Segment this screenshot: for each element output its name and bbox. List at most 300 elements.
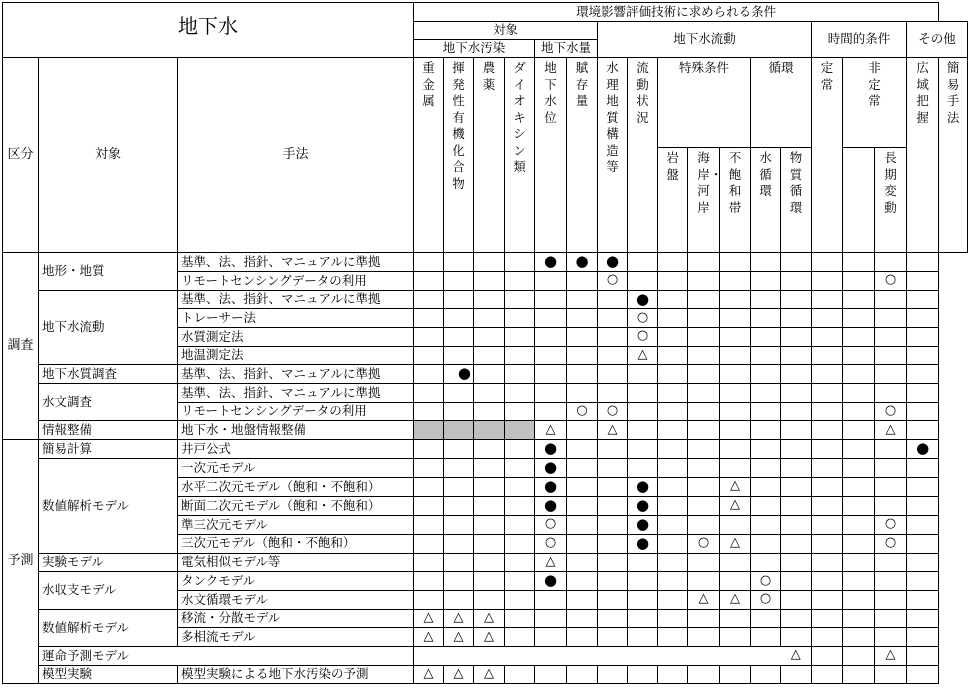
mark-cell bbox=[875, 609, 907, 628]
mark-cell bbox=[907, 553, 939, 572]
table-row bbox=[3, 553, 968, 572]
mark-cell bbox=[688, 591, 720, 610]
mark-cell bbox=[598, 309, 628, 328]
method-cell: トレーサー法 bbox=[178, 309, 414, 328]
mark-cell bbox=[628, 609, 658, 628]
mark-cell bbox=[567, 458, 598, 477]
mark-cell bbox=[414, 421, 444, 440]
mark-cell bbox=[628, 328, 658, 347]
mark-cell bbox=[535, 309, 567, 328]
col-long-term: 長期変動 bbox=[875, 148, 907, 253]
group-label: 水文調査 bbox=[39, 384, 178, 421]
filled-circle-mark: ● bbox=[916, 438, 930, 457]
mark-cell bbox=[444, 646, 474, 665]
mark-cell bbox=[567, 665, 598, 684]
triangle-mark: △ bbox=[453, 665, 464, 681]
mark-cell bbox=[781, 384, 812, 403]
mark-cell bbox=[414, 458, 444, 477]
triangle-mark: △ bbox=[885, 647, 896, 663]
mark-cell bbox=[535, 271, 567, 290]
triangle-mark: △ bbox=[790, 647, 801, 663]
mark-cell bbox=[567, 309, 598, 328]
mark-cell bbox=[505, 496, 535, 515]
mark-cell bbox=[907, 402, 939, 421]
mark-cell bbox=[567, 365, 598, 384]
mark-cell bbox=[598, 365, 628, 384]
mark-cell bbox=[474, 665, 505, 684]
mark-cell bbox=[535, 328, 567, 347]
mark-cell bbox=[658, 609, 688, 628]
mark-cell bbox=[781, 439, 812, 458]
filled-circle-mark: ● bbox=[543, 495, 558, 514]
mark-cell bbox=[812, 309, 843, 328]
mark-cell bbox=[688, 253, 720, 272]
table-title: 地下水 bbox=[3, 3, 414, 58]
filled-circle-mark: ● bbox=[635, 289, 650, 308]
mark-cell bbox=[658, 646, 688, 665]
mark-cell bbox=[658, 271, 688, 290]
mark-cell bbox=[843, 309, 875, 328]
mark-cell bbox=[444, 515, 474, 534]
col-pesticide: 農薬 bbox=[474, 58, 505, 253]
mark-cell bbox=[843, 591, 875, 610]
mark-cell bbox=[598, 421, 628, 440]
table-row bbox=[3, 665, 968, 684]
mark-cell bbox=[414, 591, 444, 610]
table-row bbox=[3, 646, 968, 665]
mark-cell bbox=[751, 253, 781, 272]
mark-cell bbox=[658, 458, 688, 477]
filled-circle-mark: ● bbox=[543, 457, 558, 476]
mark-cell bbox=[812, 477, 843, 496]
mark-cell bbox=[414, 646, 444, 665]
group-label: 地下水質調査 bbox=[39, 365, 178, 384]
mark-cell bbox=[474, 402, 505, 421]
mark-cell bbox=[628, 421, 658, 440]
mark-cell bbox=[414, 290, 444, 309]
mark-cell bbox=[444, 346, 474, 365]
group-label: 運命予測モデル bbox=[39, 646, 414, 665]
mark-cell bbox=[751, 477, 781, 496]
mark-cell bbox=[598, 439, 628, 458]
col-circulation: 循環 bbox=[751, 58, 812, 148]
mark-cell bbox=[474, 328, 505, 347]
section-predict: 予測 bbox=[3, 439, 39, 683]
mark-cell bbox=[907, 646, 939, 665]
open-circle-mark: ○ bbox=[884, 403, 897, 419]
method-cell: 地温測定法 bbox=[178, 346, 414, 365]
mark-cell bbox=[812, 553, 843, 572]
mark-cell bbox=[505, 328, 535, 347]
header-other: その他 bbox=[907, 22, 968, 58]
mark-cell bbox=[414, 628, 444, 647]
triangle-mark: △ bbox=[423, 665, 434, 681]
mark-cell bbox=[628, 384, 658, 403]
mark-cell bbox=[843, 458, 875, 477]
mark-cell bbox=[812, 384, 843, 403]
mark-cell bbox=[843, 253, 875, 272]
mark-cell bbox=[843, 328, 875, 347]
mark-cell bbox=[444, 665, 474, 684]
mark-cell bbox=[628, 309, 658, 328]
mark-cell bbox=[567, 439, 598, 458]
open-circle-mark: ○ bbox=[606, 403, 619, 419]
open-circle-mark: ○ bbox=[759, 591, 772, 607]
mark-cell bbox=[535, 646, 567, 665]
mark-cell bbox=[907, 534, 939, 553]
method-cell: タンクモデル bbox=[178, 572, 414, 591]
mark-cell bbox=[535, 591, 567, 610]
mark-cell bbox=[875, 553, 907, 572]
mark-cell bbox=[751, 572, 781, 591]
mark-cell bbox=[535, 609, 567, 628]
mark-cell bbox=[535, 346, 567, 365]
mark-cell bbox=[598, 346, 628, 365]
mark-cell bbox=[781, 515, 812, 534]
mark-cell bbox=[567, 628, 598, 647]
col-water-level: 地下水位 bbox=[535, 58, 567, 253]
header-top: 環境影響評価技術に求められる条件 bbox=[414, 3, 939, 22]
method-cell: 一次元モデル bbox=[178, 458, 414, 477]
mark-cell bbox=[875, 290, 907, 309]
mark-cell bbox=[875, 534, 907, 553]
mark-cell bbox=[658, 439, 688, 458]
mark-cell bbox=[567, 290, 598, 309]
mark-cell bbox=[720, 402, 751, 421]
mark-cell bbox=[875, 346, 907, 365]
triangle-mark: △ bbox=[730, 591, 741, 607]
mark-cell bbox=[843, 515, 875, 534]
mark-cell bbox=[907, 477, 939, 496]
mark-cell bbox=[843, 384, 875, 403]
mark-cell bbox=[444, 628, 474, 647]
mark-cell bbox=[875, 384, 907, 403]
mark-cell bbox=[414, 665, 444, 684]
mark-cell bbox=[598, 496, 628, 515]
mark-cell bbox=[720, 572, 751, 591]
mark-cell bbox=[720, 458, 751, 477]
mark-cell bbox=[658, 515, 688, 534]
open-circle-mark: ○ bbox=[636, 309, 649, 325]
mark-cell bbox=[598, 402, 628, 421]
triangle-mark: △ bbox=[453, 628, 464, 644]
mark-cell bbox=[444, 271, 474, 290]
mark-cell bbox=[474, 309, 505, 328]
mark-cell bbox=[535, 553, 567, 572]
mark-cell bbox=[688, 496, 720, 515]
col-bedrock: 岩盤 bbox=[658, 148, 688, 253]
mark-cell bbox=[535, 515, 567, 534]
mark-cell bbox=[598, 384, 628, 403]
mark-cell bbox=[567, 646, 598, 665]
mark-cell bbox=[751, 553, 781, 572]
mark-cell bbox=[720, 439, 751, 458]
mark-cell bbox=[658, 572, 688, 591]
mark-cell bbox=[688, 328, 720, 347]
mark-cell bbox=[598, 572, 628, 591]
mark-cell bbox=[505, 665, 535, 684]
mark-cell bbox=[535, 496, 567, 515]
mark-cell bbox=[628, 496, 658, 515]
mark-cell bbox=[567, 402, 598, 421]
mark-cell bbox=[843, 271, 875, 290]
mark-cell bbox=[474, 646, 505, 665]
mark-cell bbox=[781, 477, 812, 496]
method-cell: 基準、法、指針、マニュアルに準拠 bbox=[178, 290, 414, 309]
mark-cell bbox=[781, 346, 812, 365]
mark-cell bbox=[688, 553, 720, 572]
mark-cell bbox=[598, 477, 628, 496]
mark-cell bbox=[414, 572, 444, 591]
mark-cell bbox=[535, 458, 567, 477]
triangle-mark: △ bbox=[484, 628, 495, 644]
mark-cell bbox=[658, 384, 688, 403]
mark-cell bbox=[812, 290, 843, 309]
mark-cell bbox=[688, 365, 720, 384]
col-water-cycle: 水循環 bbox=[751, 148, 781, 253]
mark-cell bbox=[628, 439, 658, 458]
mark-cell bbox=[688, 665, 720, 684]
open-circle-mark: ○ bbox=[636, 328, 649, 344]
mark-cell bbox=[688, 534, 720, 553]
mark-cell bbox=[414, 553, 444, 572]
mark-cell bbox=[474, 496, 505, 515]
mark-cell bbox=[907, 665, 939, 684]
col-dioxin: ダイオキシン類 bbox=[505, 58, 535, 253]
mark-cell bbox=[875, 309, 907, 328]
filled-circle-mark: ● bbox=[543, 476, 558, 495]
mark-cell bbox=[720, 628, 751, 647]
mark-cell bbox=[567, 271, 598, 290]
filled-circle-mark: ● bbox=[635, 495, 650, 514]
mark-cell bbox=[567, 253, 598, 272]
mark-cell bbox=[907, 271, 939, 290]
mark-cell bbox=[812, 591, 843, 610]
mark-cell bbox=[781, 290, 812, 309]
mark-cell bbox=[907, 328, 939, 347]
mark-cell bbox=[598, 591, 628, 610]
mark-cell bbox=[751, 609, 781, 628]
mark-cell bbox=[505, 365, 535, 384]
mark-cell bbox=[688, 384, 720, 403]
table-row bbox=[3, 365, 968, 384]
col-reserve: 賦存量 bbox=[567, 58, 598, 253]
mark-cell bbox=[907, 572, 939, 591]
mark-cell bbox=[843, 346, 875, 365]
mark-cell bbox=[875, 646, 907, 665]
mark-cell bbox=[658, 402, 688, 421]
mark-cell bbox=[474, 290, 505, 309]
mark-cell bbox=[567, 328, 598, 347]
mark-cell bbox=[720, 477, 751, 496]
mark-cell bbox=[720, 290, 751, 309]
header-quantity: 地下水量 bbox=[535, 40, 598, 58]
mark-cell bbox=[720, 515, 751, 534]
header-taisho: 対象 bbox=[414, 22, 598, 40]
mark-cell bbox=[720, 421, 751, 440]
mark-cell bbox=[444, 309, 474, 328]
mark-cell bbox=[598, 665, 628, 684]
triangle-mark: △ bbox=[484, 610, 495, 626]
mark-cell bbox=[812, 572, 843, 591]
mark-cell bbox=[907, 384, 939, 403]
mark-cell bbox=[444, 290, 474, 309]
mark-cell bbox=[414, 439, 444, 458]
mark-cell bbox=[907, 421, 939, 440]
mark-cell bbox=[598, 534, 628, 553]
mark-cell bbox=[720, 496, 751, 515]
mark-cell bbox=[505, 309, 535, 328]
mark-cell bbox=[444, 534, 474, 553]
mark-cell bbox=[505, 553, 535, 572]
mark-cell bbox=[907, 458, 939, 477]
mark-cell bbox=[812, 609, 843, 628]
mark-cell bbox=[781, 534, 812, 553]
mark-cell bbox=[781, 496, 812, 515]
mark-cell bbox=[658, 290, 688, 309]
mark-cell bbox=[474, 553, 505, 572]
mark-cell bbox=[875, 365, 907, 384]
mark-cell bbox=[505, 572, 535, 591]
mark-cell bbox=[444, 572, 474, 591]
mark-cell bbox=[751, 496, 781, 515]
filled-circle-mark: ● bbox=[575, 252, 589, 270]
mark-cell bbox=[628, 477, 658, 496]
col-wide-area: 広域把握 bbox=[907, 58, 939, 253]
header-pollution: 地下水汚染 bbox=[414, 40, 535, 58]
mark-cell bbox=[474, 421, 505, 440]
mark-cell bbox=[444, 458, 474, 477]
mark-cell bbox=[720, 534, 751, 553]
mark-cell bbox=[843, 553, 875, 572]
mark-cell bbox=[907, 365, 939, 384]
mark-cell bbox=[474, 572, 505, 591]
open-circle-mark: ○ bbox=[576, 403, 588, 419]
mark-cell bbox=[474, 534, 505, 553]
mark-cell bbox=[658, 591, 688, 610]
mark-cell bbox=[812, 328, 843, 347]
mark-cell bbox=[628, 591, 658, 610]
filled-circle-mark: ● bbox=[543, 571, 558, 590]
mark-cell bbox=[781, 572, 812, 591]
mark-cell bbox=[688, 515, 720, 534]
header-time: 時間的条件 bbox=[812, 22, 907, 58]
mark-cell bbox=[474, 628, 505, 647]
mark-cell bbox=[720, 328, 751, 347]
mark-cell bbox=[907, 290, 939, 309]
mark-cell bbox=[781, 328, 812, 347]
mark-cell bbox=[781, 309, 812, 328]
mark-cell bbox=[658, 553, 688, 572]
mark-cell bbox=[598, 253, 628, 272]
method-cell: 多相流モデル bbox=[178, 628, 414, 647]
mark-cell bbox=[875, 628, 907, 647]
method-cell: 井戸公式 bbox=[178, 439, 414, 458]
mark-cell bbox=[505, 515, 535, 534]
filled-circle-mark: ● bbox=[457, 364, 472, 383]
mark-cell bbox=[474, 591, 505, 610]
method-cell: 移流・分散モデル bbox=[178, 609, 414, 628]
mark-cell bbox=[628, 290, 658, 309]
mark-cell bbox=[505, 384, 535, 403]
groundwater-assessment-table bbox=[2, 2, 968, 684]
mark-cell bbox=[444, 365, 474, 384]
mark-cell bbox=[843, 534, 875, 553]
mark-cell bbox=[688, 346, 720, 365]
method-cell: リモートセンシングデータの利用 bbox=[178, 402, 414, 421]
col-steady: 定常 bbox=[812, 58, 843, 253]
mark-cell bbox=[505, 402, 535, 421]
mark-cell bbox=[751, 534, 781, 553]
mark-cell bbox=[812, 346, 843, 365]
mark-cell bbox=[688, 609, 720, 628]
mark-cell bbox=[505, 439, 535, 458]
mark-cell bbox=[628, 346, 658, 365]
col-unsaturated: 不飽和帯 bbox=[720, 148, 751, 253]
mark-cell bbox=[781, 591, 812, 610]
group-label: 数値解析モデル bbox=[39, 609, 178, 646]
mark-cell bbox=[414, 365, 444, 384]
mark-cell bbox=[474, 253, 505, 272]
mark-cell bbox=[658, 365, 688, 384]
method-cell: 三次元モデル（飽和・不飽和） bbox=[178, 534, 414, 553]
mark-cell bbox=[414, 534, 444, 553]
mark-cell bbox=[720, 271, 751, 290]
mark-cell bbox=[812, 439, 843, 458]
filled-circle-mark: ● bbox=[543, 252, 558, 270]
mark-cell bbox=[505, 290, 535, 309]
mark-cell bbox=[875, 496, 907, 515]
mark-cell bbox=[907, 591, 939, 610]
mark-cell bbox=[474, 477, 505, 496]
mark-cell bbox=[812, 628, 843, 647]
mark-cell bbox=[567, 496, 598, 515]
triangle-mark: △ bbox=[607, 421, 618, 437]
mark-cell bbox=[414, 402, 444, 421]
mark-cell bbox=[812, 665, 843, 684]
mark-cell bbox=[907, 515, 939, 534]
mark-cell bbox=[751, 439, 781, 458]
mark-cell bbox=[907, 439, 939, 458]
group-label: 簡易計算 bbox=[39, 439, 178, 458]
mark-cell bbox=[658, 665, 688, 684]
mark-cell bbox=[505, 534, 535, 553]
mark-cell bbox=[535, 384, 567, 403]
col-coast: 海岸・河岸 bbox=[688, 148, 720, 253]
mark-cell bbox=[535, 439, 567, 458]
group-label: 模型実験 bbox=[39, 665, 178, 684]
mark-cell bbox=[688, 572, 720, 591]
group-label: 地形・地質 bbox=[39, 253, 178, 291]
method-cell: 水質測定法 bbox=[178, 328, 414, 347]
mark-cell bbox=[720, 384, 751, 403]
mark-cell bbox=[843, 496, 875, 515]
mark-cell bbox=[875, 665, 907, 684]
mark-cell bbox=[628, 665, 658, 684]
mark-cell bbox=[781, 646, 812, 665]
mark-cell bbox=[843, 477, 875, 496]
mark-cell bbox=[444, 609, 474, 628]
mark-cell bbox=[567, 384, 598, 403]
mark-cell bbox=[474, 515, 505, 534]
mark-cell bbox=[505, 271, 535, 290]
open-circle-mark: ○ bbox=[544, 535, 557, 551]
mark-cell bbox=[567, 609, 598, 628]
mark-cell bbox=[628, 534, 658, 553]
method-cell: 基準、法、指針、マニュアルに準拠 bbox=[178, 365, 414, 384]
mark-cell bbox=[474, 609, 505, 628]
mark-cell bbox=[474, 365, 505, 384]
